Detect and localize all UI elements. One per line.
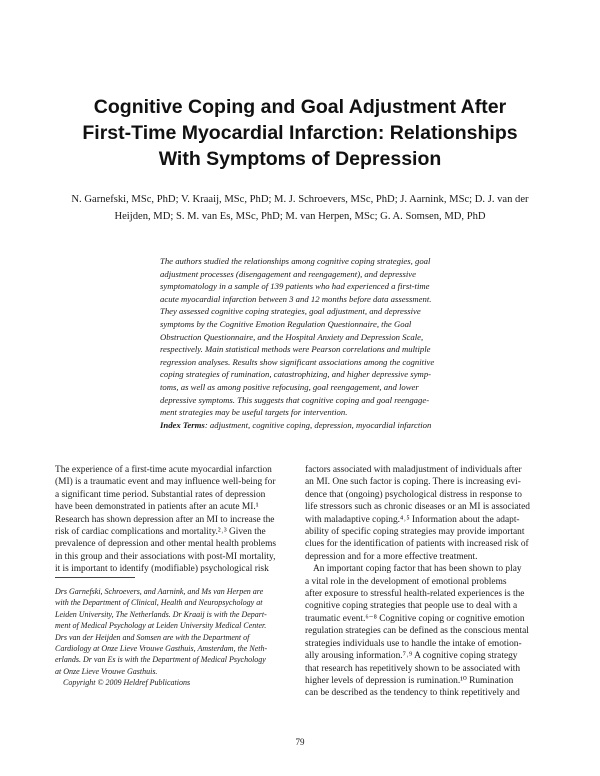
author-line: Heijden, MD; S. M. van Es, MSc, PhD; M. van Herpen, MSc; G. A. Somsen, MD, PhD xyxy=(114,211,486,222)
body-line: a vital role in the development of emotional problems xyxy=(305,576,507,587)
index-terms-label: Index Terms xyxy=(160,419,205,430)
body-line: An important coping factor that has been shown to play xyxy=(313,564,522,575)
index-terms xyxy=(160,419,470,432)
abstract-line: They assessed cognitive coping strategies, goal adjustment, and depressive xyxy=(160,306,421,317)
abstract-line: acute myocardial infarction between 3 and 12 months before data assessment. xyxy=(160,293,432,304)
body-line: have been demonstrated in patients after an acute MI.¹ xyxy=(55,502,259,513)
body-line: after exposure to stressful health-related experiences is the xyxy=(305,589,525,600)
body-line: clues for the identification of patients with increased risk of xyxy=(305,539,529,550)
body-line: ability of specific coping strategies may provide important xyxy=(305,527,525,538)
body-line: (MI) is a traumatic event and may influence well-being for xyxy=(55,477,276,488)
body-line: factors associated with maladjustment of individuals after xyxy=(305,465,522,475)
title-line: With Symptoms of Depression xyxy=(158,148,442,170)
footnote-line: Drs van der Heijden and Somsen are with the Department of xyxy=(55,632,250,642)
copyright-line: Copyright © 2009 Heldref Publications xyxy=(63,678,191,688)
footnote-line: Drs Garnefski, Schroevers, and Aarnink, and Ms van Herpen are xyxy=(55,587,264,596)
body-line: can be described as the tendency to think repetitively and xyxy=(305,688,520,699)
article-title xyxy=(40,94,560,172)
abstract-line: regression analyses. Results show significant associations among the cognitive xyxy=(160,356,435,367)
body-line: higher levels of depression is rumination.¹⁰ Rumination xyxy=(305,675,514,686)
body-line: prevalence of depression and other mental health problems xyxy=(55,539,277,550)
body-line: strategies individuals use to handle the intake of emotion- xyxy=(305,638,522,649)
author-list xyxy=(60,191,540,225)
footnote-line: Cardiology at Onze Lieve Vrouwe Gasthuis, Amsterdam, the Neth- xyxy=(55,644,268,654)
page-number: 79 xyxy=(295,737,305,747)
abstract-line: ment strategies may be useful targets for intervention. xyxy=(160,407,348,418)
body-line: dence that (ongoing) psychological distress in response to xyxy=(305,489,522,500)
body-line: with maladaptive coping.⁴˒⁵ Information about the adapt- xyxy=(305,514,520,525)
abstract-line: depressive symptoms. This suggests that cognitive coping and goal reengage- xyxy=(160,394,430,405)
abstract xyxy=(160,255,470,431)
abstract-line: The authors studied the relationships among cognitive coping strategies, goal xyxy=(160,256,431,266)
footnote-divider xyxy=(55,577,135,578)
body-line: life stressors such as chronic diseases or an MI is associated xyxy=(305,502,530,513)
body-line: that research has repetitively shown to be associated with xyxy=(305,663,521,674)
abstract-line: symptomatology in a sample of 139 patients who had experienced a first-time xyxy=(160,281,430,292)
body-line: regulation strategies can be defined as the conscious mental xyxy=(305,626,529,637)
body-line: Research has shown depression after an MI to increase the xyxy=(55,514,275,525)
abstract-line: respectively. Main statistical methods were Pearson correlations and multiple xyxy=(160,344,431,355)
title-line: First-Time Myocardial Infarction: Relationships xyxy=(82,122,518,144)
body-line: an MI. One such factor is coping. There is increasing evi- xyxy=(305,477,521,488)
abstract-line: adjustment processes (disengagement and reengagement), and depressive xyxy=(160,268,416,279)
abstract-line: Obstruction Questionnaire, and the Hospital Anxiety and Depression Scale, xyxy=(160,331,424,342)
body-column-left xyxy=(55,464,295,576)
body-line: depression and for a more effective treatment. xyxy=(305,551,478,562)
index-terms-text: : adjustment, cognitive coping, depression, myocardial infarction xyxy=(204,419,432,430)
abstract-line: symptoms by the Cognitive Emotion Regulation Questionnaire, the Goal xyxy=(160,318,412,329)
body-line: risk of cardiac complications and mortality.²˒³ Given the xyxy=(55,527,266,538)
body-line: it is important to identify (modifiable) psychological risk xyxy=(55,564,269,575)
footnote-line: at Onze Lieve Vrouwe Gasthuis. xyxy=(55,666,158,676)
footnote-line: erlands. Dr van Es is with the Department of Medical Psychology xyxy=(55,655,266,665)
author-affiliations-footnote xyxy=(55,586,297,689)
body-line: The experience of a first-time acute myocardial infarction xyxy=(55,465,272,475)
body-line: in this group and their associations with post-MI mortality, xyxy=(55,551,276,562)
body-column-right xyxy=(305,464,545,700)
footnote-line: Leiden University, The Netherlands. Dr Kraaij is with the Depart- xyxy=(55,609,267,619)
footnote-line: ment of Medical Psychology at Leiden University Medical Center. xyxy=(55,621,267,631)
body-line: ally arousing information.⁷˒⁹ A cognitive coping strategy xyxy=(305,651,518,662)
abstract-line: coping strategies of rumination, catastrophizing, and higher depressive symp- xyxy=(160,369,432,380)
body-line: a significant time period. Substantial rates of depression xyxy=(55,489,266,500)
footnote-line: with the Department of Clinical, Health and Neuropsychology at xyxy=(55,598,263,608)
author-line: N. Garnefski, MSc, PhD; V. Kraaij, MSc, PhD; M. J. Schroevers, MSc, PhD; J. Aarnink, MSc; D. J. van der xyxy=(71,194,529,205)
body-line: cognitive coping strategies that people use to deal with a xyxy=(305,601,518,612)
title-line: Cognitive Coping and Goal Adjustment After xyxy=(93,96,507,118)
body-line: traumatic event.⁶⁻⁸ Cognitive coping or cognitive emotion xyxy=(305,613,525,624)
abstract-line: toms, as well as among positive refocusing, goal reengagement, and lower xyxy=(160,381,419,392)
